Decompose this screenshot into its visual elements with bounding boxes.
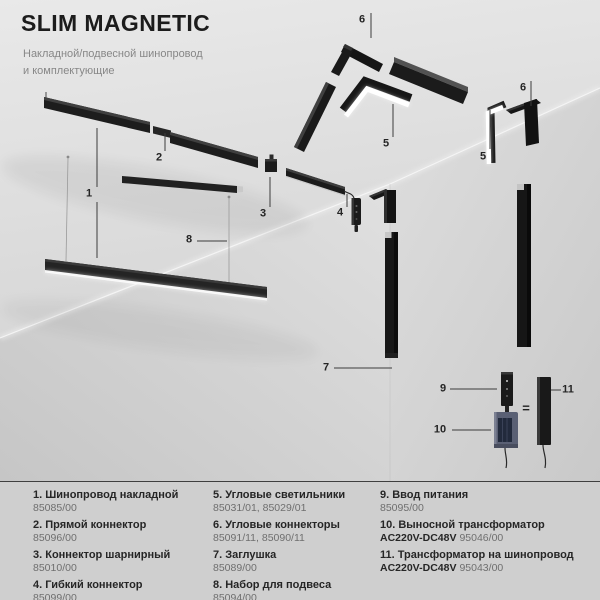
legend-item-2 [33,519,203,545]
callout-4-label: 4 [336,206,344,219]
legend-item-8 [213,579,371,600]
legend-item-sku: 85085/00 [33,502,77,514]
legend-item-sku: 85096/00 [33,532,77,544]
power-input-pin [505,406,509,413]
callout-11-label: 11 [562,383,574,396]
callout-6-label: 6 [519,81,527,94]
legend-item-sku: 85031/01, 85029/01 [213,502,307,514]
legend-item-1 [33,489,203,515]
legend-item-code [380,563,595,575]
legend-item-7 [213,549,371,575]
legend-item-title: 7. Заглушка [213,549,277,561]
legend-item-code [213,503,371,515]
legend-item-6 [213,519,371,545]
legend-item-sku: 85099/00 [33,592,77,600]
callout-7-label: 7 [322,361,330,374]
legend-item-sku: 95043/00 [459,562,504,574]
page-subtitle-line2: и комплектующие [23,65,115,78]
legend-item-3 [33,549,203,575]
callout-5-label: 5 [479,150,487,163]
legend-item-title: 10. Выносной трансформатор [380,519,545,531]
legend-item-code [33,593,203,600]
legend-item-sku: 85091/11, 85090/11 [213,532,305,544]
legend-item-sku: 85010/00 [33,562,77,574]
vertical-wall-track-shape [385,232,398,358]
callout-6-label: 6 [358,13,366,26]
legend-item-11 [380,549,595,575]
legend-item-title: 11. Трансформатор на шинопровод [380,549,574,561]
legend-item-code [380,503,595,515]
callout-3-label: 3 [259,207,267,220]
legend-item-9 [380,489,595,515]
legend-item-title: 3. Коннектор шарнирный [33,549,171,561]
end-cap-shape [385,353,398,358]
callout-9-label: 9 [439,382,447,395]
equals-sign: = [522,400,530,416]
legend-item-voltage: AC220V-DC48V [380,562,457,574]
legend-item-title: 9. Ввод питания [380,489,469,501]
legend-item-4 [33,579,203,600]
legend-item-sku: 85095/00 [380,502,424,514]
legend-item-code [33,563,203,575]
legend-item-sku: 95046/00 [459,532,504,544]
legend-item-code [380,533,595,545]
legend-item-sku: 85089/00 [213,562,257,574]
legend-item-title: 8. Набор для подвеса [213,579,332,591]
legend-item-code [33,533,203,545]
legend-item-code [213,593,371,600]
long-wall-track-shape [517,184,531,347]
legend-item-title: 2. Прямой коннектор [33,519,147,531]
callout-5-label: 5 [382,137,390,150]
suspension-mount-dot [67,156,70,159]
legend-column-1 [33,489,203,600]
legend-column-3 [380,489,595,579]
page-title: SLIM MAGNETIC [21,10,211,36]
legend-item-title: 1. Шинопровод накладной [33,489,179,501]
legend-item-10 [380,519,595,545]
callout-10-label: 10 [433,423,447,436]
legend-panel [0,481,600,600]
power-input-shape [501,372,513,406]
legend-item-code [213,563,371,575]
legend-item-voltage: AC220V-DC48V [380,532,457,544]
legend-column-2 [213,489,371,600]
legend-item-title: 5. Угловые светильники [213,489,346,501]
legend-item-title: 6. Угловые коннекторы [213,519,340,531]
callout-2-label: 2 [155,151,163,164]
callout-8-label: 8 [185,233,193,246]
suspension-mount-dot [228,196,231,199]
legend-item-5 [213,489,371,515]
legend-item-title: 4. Гибкий коннектор [33,579,143,591]
page-subtitle [23,46,203,80]
callout-1-label: 1 [85,187,93,200]
legend-item-code [33,503,203,515]
legend-item-sku: 85094/00 [213,592,257,600]
legend-item-code [213,533,371,545]
track-top-notch [385,232,392,238]
page-subtitle-line1: Накладной/подвесной шинопровод [23,48,203,60]
